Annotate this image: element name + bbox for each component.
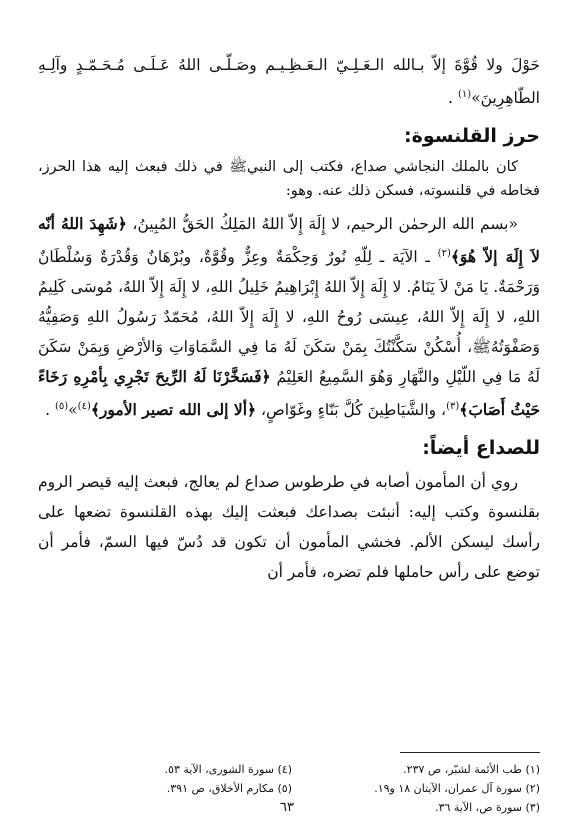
period: . (45, 401, 51, 420)
footnote-3: (٣) سورة ص، الآية ٣٦. (435, 801, 540, 814)
page-number: ٦٣ (280, 800, 294, 815)
footnote-ref-4[interactable]: (٤) (77, 401, 91, 413)
footnote-4: (٤) سورة الشورى، الآية ٥٣. (164, 763, 292, 776)
hirz-opening: «بسم الله الرحمٰن الرحيم، لا إِلَهَ إِلاّ اللهُ المَلِكُ الحَقُّ المُبِينُ، (132, 215, 518, 234)
footnote-ref-5[interactable]: (٥) (54, 401, 69, 413)
continuation-text: حَوْلَ ولا قُوَّةَ إلاّ بـالله الـعَـلِـيّ الـعَـظِـيـم وصَـلّـى اللهُ عَـلَـى مُـحَـمّـدٍ وآلِـهِ الطّاهِرِينَ» (38, 56, 540, 108)
hirz-text-paragraph (38, 209, 540, 425)
quran-verse-3: ﴿ألا إلى الله تصير الأمور﴾ (90, 400, 257, 420)
hirz-body-2: ، والشَّيَاطِينَ كُلَّ بَنّاءٍ وغَوّاصٍ، (256, 401, 447, 420)
section-heading-headache: للصداع أيضاً: (422, 437, 540, 460)
footnote-5: (٥) مكارم الأخلاق، ص ٣٩١. (166, 782, 292, 795)
footnotes-left-column (44, 760, 292, 798)
footnote-ref-1[interactable]: (١) (458, 89, 472, 100)
closing-quote: » (68, 401, 78, 420)
mamun-paragraph: روي أن المأمون أصابه في طرطوس صداع لم يعالج، فبعث إليه قيصر الروم بقلنسوة وكتب إليه: أنبئت بصداعك فبعثت إليك بهذه القلنسوة تضعها على رأسك ليسكن الألم. فخشي المأمون أن تكون قد دُسّ فيها السمّ، فأمر أن توضع على رأس حاملها فلم تضره، فأمر أن (38, 473, 540, 582)
period: . (448, 89, 454, 108)
footnote-divider (400, 752, 540, 753)
footnote-ref-3[interactable]: (٣) (446, 401, 460, 413)
footnote-2: (٢) سورة آل عمران، الآيتان ١٨ و١٩. (374, 782, 540, 795)
section-heading-hirz-qalansuwa: حرز القلنسوة: (404, 125, 540, 148)
quran-verse-1: ﴿شَهِدَ اللهُ أنّه لاَ إِلَهَ إلاّ هُوَ﴾ (38, 214, 541, 267)
footnote-ref-2[interactable]: (٢) (437, 248, 451, 260)
hirz-body: ـ الآيَة ـ لِلّهِ نُورٌ وَحِكْمَةٌ وعِزٌّ وقُوَّةٌ، وبُرْهَانٌ وَقُدْرَةٌ وَسُلْطَانٌ وَرَحْمَةٌ. يَا مَنْ لاَ يَنَامُ. لا إِلَهَ إِلاّ اللهُ إِبْرَاهِيمُ خَلِيلُ اللهِ، لا إِلَهَ إِلاّ اللهُ، مُوسَى كَلِيمُ اللهِ، لا إِلَهَ إِلاّ اللهُ، عِيسَى رُوحُ اللهِ، لا إِلَهَ إِلاّ اللهُ، مُحَمّدٌ رَسُولُ اللهِ وَصَفِيُّهُ وَصَفْوَتُهُﷺ، أُسْكُنْ سَكَّنْتُكَ بِمَنْ سَكَنَ لَهُ مَا فِي السَّمَاوَاتِ وَالأرْضِ وَبِمَنْ سَكَنَ لَهُ مَا فِي اللّيْلِ والنَّهَارِ وَهُوَ السَّمِيعُ العَلِيْمُ (38, 248, 541, 387)
intro-paragraph: كان بالملك النجاشي صداع، فكتب إلى النبيﷺ في ذلك فبعث إليه هذا الحرز، فخاطه في قلنسوته، فسكن ذلك عنه. وهو: (38, 159, 540, 200)
footnote-1: (١) طب الأئمة لشبّر، ص ٢٣٧. (403, 763, 540, 776)
continuation-paragraph (38, 50, 540, 113)
quran-verse-2: ﴿فَسَخَّرْنَا لَهُ الرِّيحَ تَجْرِي بِأمْرِهِ رَخَاءً حَيْثُ أَصَابَ﴾ (38, 367, 540, 420)
